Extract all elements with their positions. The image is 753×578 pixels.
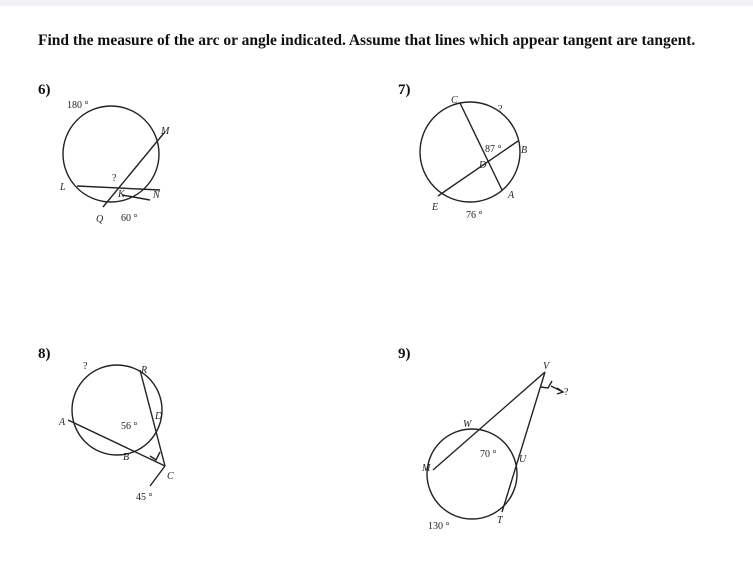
- p6-label-n: N: [153, 190, 160, 201]
- problem-number-8: 8): [38, 346, 51, 362]
- p7-label-a: A: [508, 190, 515, 201]
- p7-label-c: C: [451, 95, 458, 106]
- p9-label-m: M: [422, 463, 431, 474]
- problem-number-6: 6): [38, 82, 51, 98]
- instructions: Find the measure of the arc or angle indicated. Assume that lines which appear tangent are tangent.: [38, 32, 696, 49]
- p7-label-b: B: [521, 145, 528, 156]
- p9-label-unknown: ?: [564, 387, 569, 398]
- p9-label-w: W: [463, 419, 472, 430]
- p7-label-unknown: ?: [498, 104, 503, 115]
- p7-label-angle: 87 °: [485, 144, 502, 155]
- p7-label-arc-bottom: 76 °: [466, 210, 483, 221]
- p6-label-l: L: [60, 182, 66, 193]
- p8-label-unknown: ?: [83, 361, 88, 372]
- problem-number-9: 9): [398, 346, 411, 362]
- p9-label-v: V: [543, 361, 550, 372]
- p9-label-arc-bottom: 130 °: [428, 521, 450, 532]
- problem-number-7: 7): [398, 82, 411, 98]
- p6-label-q: Q: [96, 214, 104, 225]
- p6-label-arc-top: 180 °: [67, 100, 89, 111]
- p8-label-c: C: [167, 471, 174, 482]
- p8-label-b: B: [123, 452, 130, 463]
- p8-label-a: A: [59, 417, 66, 428]
- p9-label-u: U: [519, 454, 527, 465]
- p8-label-angle: 45 °: [136, 492, 153, 503]
- p7-label-e: E: [432, 202, 439, 213]
- p6-label-k: K: [118, 189, 125, 200]
- p6-label-unknown: ?: [112, 173, 117, 184]
- p8-label-r: R: [141, 365, 148, 376]
- p6-label-arc-bottom: 60 °: [121, 213, 138, 224]
- p9-label-t: T: [497, 515, 503, 526]
- p8-label-d: D: [155, 411, 163, 422]
- p8-label-arc-inner: 56 °: [121, 421, 138, 432]
- p9-label-arc-inner: 70 °: [480, 449, 497, 460]
- p9-tangent-tv: [502, 372, 545, 512]
- p6-label-m: M: [161, 126, 170, 137]
- p9-angle-mark: [541, 381, 552, 388]
- p7-label-d: D: [479, 160, 487, 171]
